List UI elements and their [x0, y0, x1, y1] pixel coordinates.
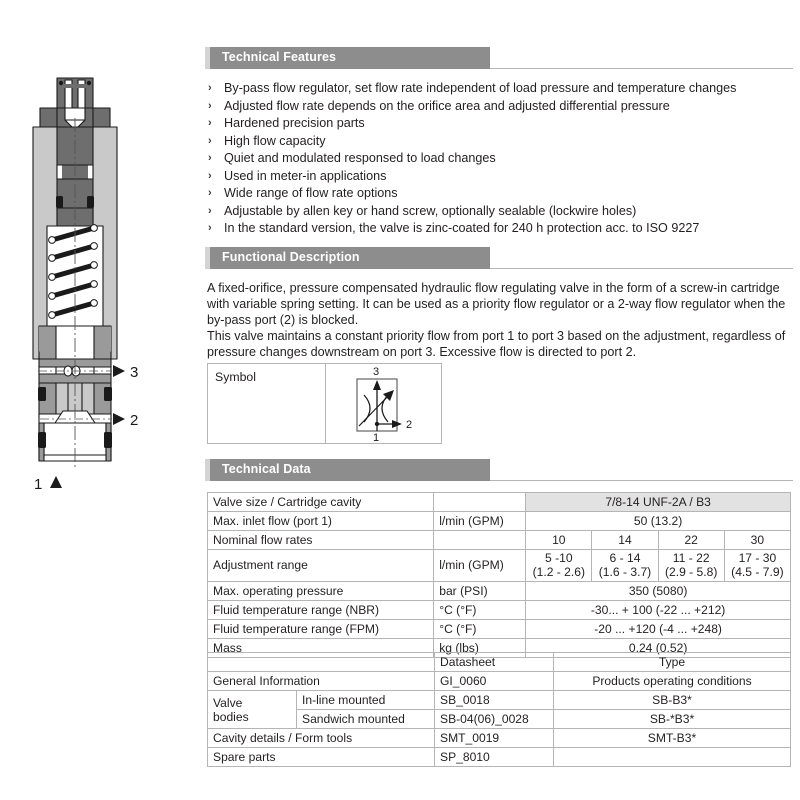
feature-item — [207, 150, 793, 168]
datasheet-row-type: SB-*B3* — [554, 710, 791, 729]
chevron-right-icon: › — [208, 99, 212, 112]
chevron-right-icon: › — [208, 187, 212, 199]
tech-row-label: Mass — [208, 639, 434, 658]
tech-row-value: 350 (5080) — [526, 582, 791, 601]
tech-row-unit: °C (°F) — [434, 620, 526, 639]
datasheet-row-label: Spare parts — [208, 748, 435, 767]
table-row — [208, 691, 791, 710]
tech-row-label: Max. inlet flow (port 1) — [208, 512, 434, 531]
tech-row-unit: °C (°F) — [434, 601, 526, 620]
table-row — [208, 620, 791, 639]
tech-row-value: 30 — [724, 531, 790, 550]
cartridge-valve-cross-section — [0, 0, 200, 800]
datasheet-row-number: SB_0018 — [435, 691, 554, 710]
chevron-right-icon: › — [208, 117, 212, 129]
datasheet-row-number: SB-04(06)_0028 — [435, 710, 554, 729]
tech-row-label: Nominal flow rates — [208, 531, 434, 550]
svg-text:2: 2 — [130, 412, 139, 429]
tech-row-value: 0.24 (0.52) — [526, 639, 791, 658]
feature-item — [207, 80, 793, 98]
datasheet-row-sublabel: Sandwich mounted — [297, 710, 435, 729]
feature-item-label: Used in meter-in applications — [224, 168, 387, 183]
tech-row-label: Adjustment range — [208, 550, 434, 582]
tech-row-value: 22 — [658, 531, 724, 550]
feature-item — [207, 185, 793, 203]
tech-row-unit: kg (lbs) — [434, 639, 526, 658]
section-header-technical-data — [205, 459, 793, 481]
tech-row-value: 50 (13.2) — [526, 512, 791, 531]
table-row — [208, 672, 791, 691]
tech-row-value: 10 — [526, 531, 592, 550]
symbol-port-2: 2 — [406, 419, 413, 431]
tech-row-value: 14 — [592, 531, 658, 550]
feature-item-label: Adjusted flow rate depends on the orifice area and adjusted differential pressure — [224, 98, 670, 113]
header-rule — [490, 268, 793, 269]
datasheet-row-sublabel: In-line mounted — [297, 691, 435, 710]
tech-row-value: 6 - 14 (1.6 - 3.7) — [592, 550, 658, 582]
svg-text:3: 3 — [130, 364, 139, 381]
datasheet-row-type: SMT-B3* — [554, 729, 791, 748]
tech-row-label: Valve size / Cartridge cavity — [208, 493, 434, 512]
section-header-functional-description — [205, 247, 793, 269]
feature-item-label: Quiet and modulated responsed to load changes — [224, 151, 496, 165]
chevron-right-icon: › — [208, 169, 212, 182]
tech-row-unit: l/min (GPM) — [434, 550, 526, 582]
feature-item-label: By-pass flow regulator, set flow rate independent of load pressure and temperature changes — [224, 81, 737, 95]
feature-item — [207, 133, 793, 151]
datasheet-row-type — [554, 748, 791, 767]
table-header-row — [208, 653, 791, 672]
port-label-1 — [34, 476, 62, 493]
chevron-right-icon: › — [208, 222, 212, 234]
header-rule — [490, 480, 793, 481]
tech-row-value: 17 - 30 (4.5 - 7.9) — [724, 550, 790, 582]
content-panel — [205, 0, 793, 800]
tech-row-unit — [434, 531, 526, 550]
datasheet-row-label: Cavity details / Form tools — [208, 729, 435, 748]
header-rule — [490, 68, 793, 69]
chevron-right-icon: › — [208, 82, 212, 94]
feature-item — [207, 220, 793, 238]
table-row — [208, 582, 791, 601]
symbol-figure-cell — [326, 364, 441, 443]
datasheet-row-number: GI_0060 — [435, 672, 554, 691]
functional-description-paragraph-2: This valve maintains a constant priority flow from port 1 to port 3 based on the adjustment, regardless of pressure changes downstream on port 3. Excessive flow is directed to port 2. — [207, 329, 786, 359]
functional-description-paragraph-1: A fixed-orifice, pressure compensated hydraulic flow regulating valve in the form of a screw-in cartridge with variable spring setting. It can be used as a priority flow regulator or a 2-way flow regulator when the by-pass port (2) is blocked. — [207, 281, 786, 327]
table-row — [208, 729, 791, 748]
chevron-right-icon: › — [208, 152, 212, 164]
table-row — [208, 601, 791, 620]
table-row — [208, 512, 791, 531]
tech-row-unit: bar (PSI) — [434, 582, 526, 601]
datasheet-row-type: Products operating conditions — [554, 672, 791, 691]
valve-drawing-panel — [0, 0, 200, 800]
tech-row-unit — [434, 493, 526, 512]
datasheet-row-number: SMT_0019 — [435, 729, 554, 748]
technical-data-title: Technical Data — [222, 462, 311, 476]
datasheet-row-type: SB-B3* — [554, 691, 791, 710]
datasheet-header-type: Type — [554, 653, 791, 672]
hydraulic-symbol-icon — [326, 364, 441, 443]
tech-row-unit: l/min (GPM) — [434, 512, 526, 531]
table-row — [208, 531, 791, 550]
symbol-box — [207, 363, 442, 444]
datasheet-header-blank — [208, 653, 435, 672]
chevron-right-icon: › — [208, 204, 212, 217]
symbol-port-3: 3 — [373, 366, 380, 378]
technical-data-table — [207, 492, 791, 658]
svg-text:1: 1 — [34, 476, 43, 493]
tech-row-label: Max. operating pressure — [208, 582, 434, 601]
feature-item-label: High flow capacity — [224, 133, 326, 148]
table-row — [208, 550, 791, 582]
technical-features-title: Technical Features — [222, 50, 337, 64]
tech-row-value: -30... + 100 (-22 ... +212) — [526, 601, 791, 620]
table-row — [208, 748, 791, 767]
datasheet-header-datasheet: Datasheet — [435, 653, 554, 672]
section-header-technical-features — [205, 47, 793, 69]
feature-item-label: Hardened precision parts — [224, 116, 365, 130]
datasheet-reference-table — [207, 652, 791, 767]
feature-item — [207, 98, 793, 116]
technical-features-list — [207, 80, 793, 238]
tech-row-value: 5 -10 (1.2 - 2.6) — [526, 550, 592, 582]
tech-row-value: 7/8-14 UNF-2A / B3 — [526, 493, 791, 512]
feature-item-label: Wide range of flow rate options — [224, 186, 398, 200]
datasheet-row-number: SP_8010 — [435, 748, 554, 767]
tech-row-value: 11 - 22 (2.9 - 5.8) — [658, 550, 724, 582]
tech-row-value: -20 ... +120 (-4 ... +248) — [526, 620, 791, 639]
feature-item-label: In the standard version, the valve is zinc-coated for 240 h protection acc. to ISO 9227 — [224, 221, 700, 235]
functional-description-title: Functional Description — [222, 250, 360, 264]
feature-item-label: Adjustable by allen key or hand screw, optionally sealable (lockwire holes) — [224, 203, 637, 218]
tech-row-label: Fluid temperature range (NBR) — [208, 601, 434, 620]
feature-item — [207, 203, 793, 221]
datasheet-row-label: General Information — [208, 672, 435, 691]
feature-item — [207, 168, 793, 186]
table-row — [208, 493, 791, 512]
chevron-right-icon: › — [208, 134, 212, 147]
symbol-label: Symbol — [208, 364, 326, 443]
tech-row-label: Fluid temperature range (FPM) — [208, 620, 434, 639]
feature-item — [207, 115, 793, 133]
symbol-port-1: 1 — [373, 432, 380, 443]
valve-bodies-label: Valve bodies — [208, 691, 297, 729]
